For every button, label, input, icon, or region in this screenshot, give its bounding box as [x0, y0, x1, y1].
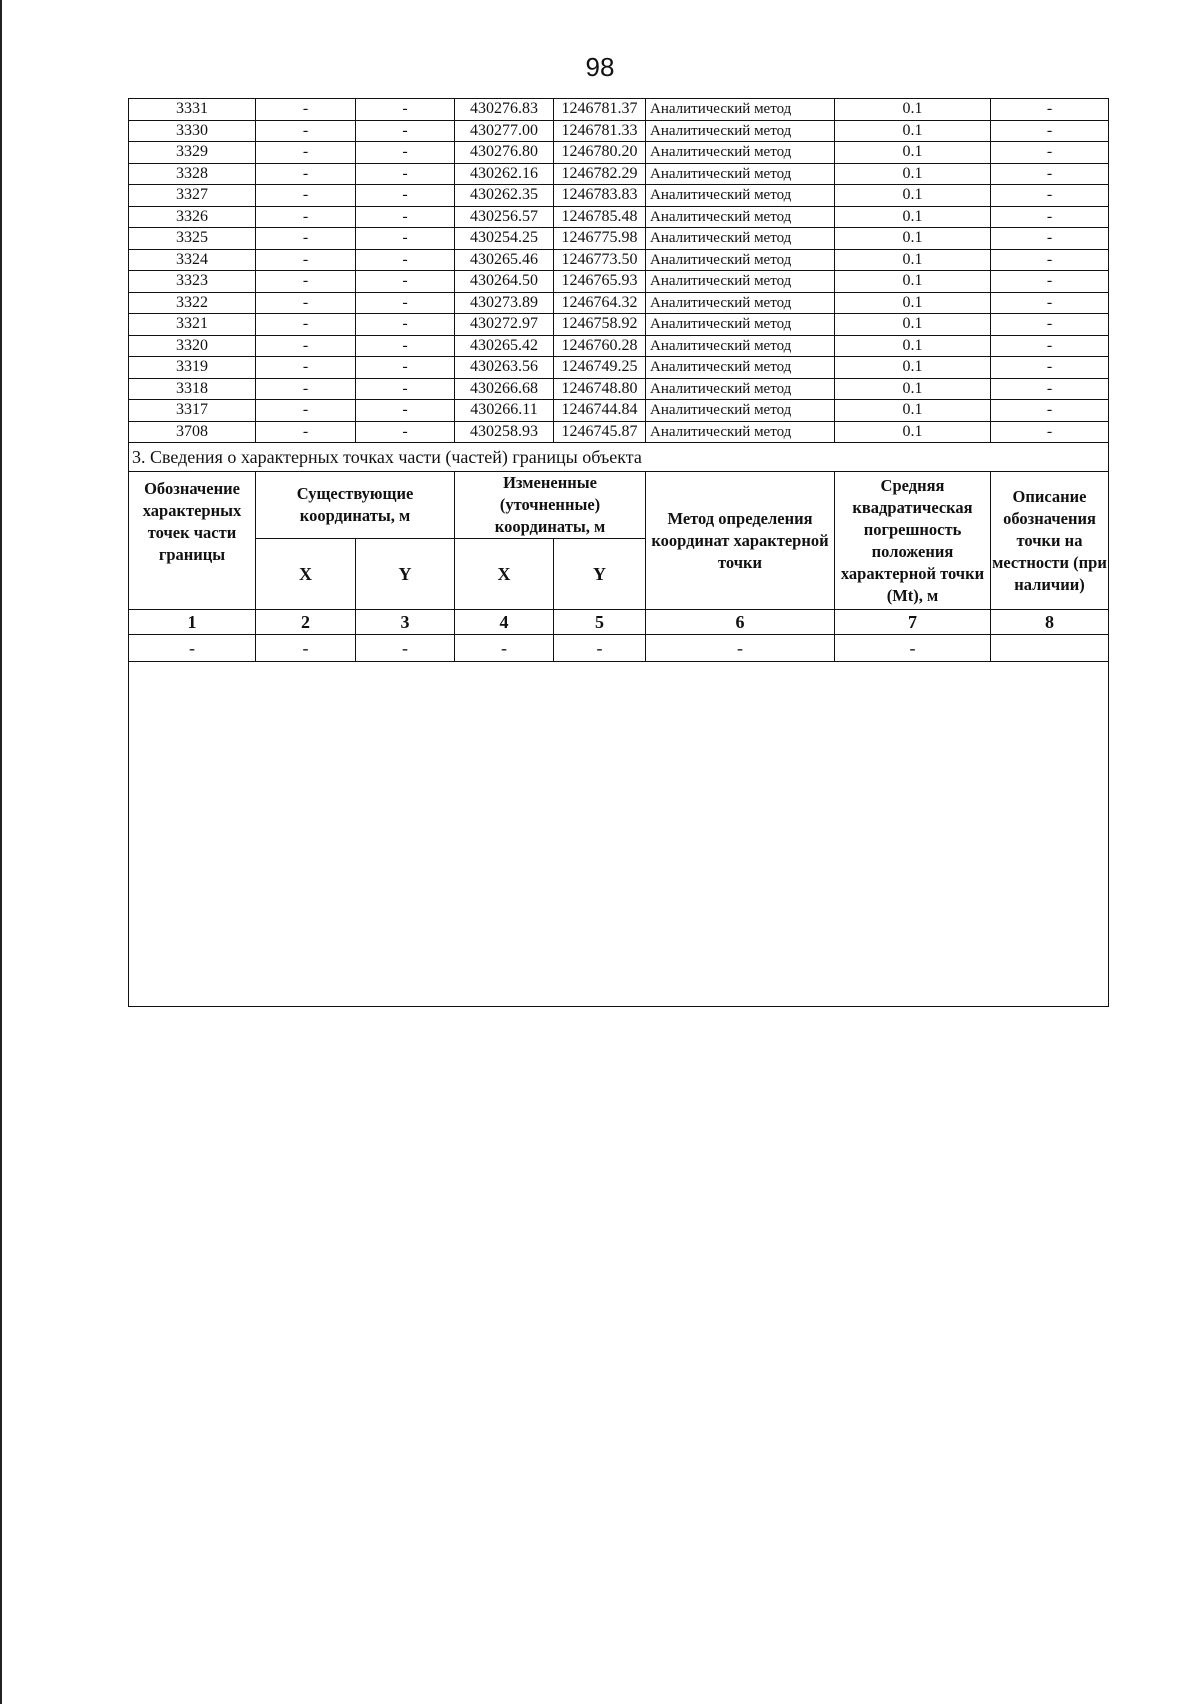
coordinates-table — [128, 98, 1109, 1007]
cell-x: 430276.80 — [455, 142, 554, 164]
column-numbers-row — [129, 610, 1109, 635]
cell-mt: 0.1 — [835, 206, 991, 228]
cell-id: 3326 — [129, 206, 256, 228]
column-number: 1 — [129, 610, 256, 635]
cell-method: Аналитический метод — [646, 378, 835, 400]
cell-y: 1246780.20 — [554, 142, 646, 164]
cell-y: 1246748.80 — [554, 378, 646, 400]
column-number: 2 — [256, 610, 356, 635]
column-number: 8 — [991, 610, 1109, 635]
cell-x: 430262.35 — [455, 185, 554, 207]
cell-desc: - — [991, 314, 1109, 336]
cell-mt: 0.1 — [835, 378, 991, 400]
cell-desc: - — [991, 335, 1109, 357]
cell-ex-x: - — [256, 142, 356, 164]
cell-mt: 0.1 — [835, 163, 991, 185]
cell-mt: 0.1 — [835, 421, 991, 443]
table-cell: - — [646, 635, 835, 662]
cell-x: 430266.68 — [455, 378, 554, 400]
cell-y: 1246744.84 — [554, 400, 646, 422]
header-changed-coordinates: Измененные (уточненные) координаты, м — [455, 472, 646, 539]
cell-desc: - — [991, 185, 1109, 207]
header-changed-y: Y — [554, 539, 646, 610]
cell-desc: - — [991, 99, 1109, 121]
cell-y: 1246764.32 — [554, 292, 646, 314]
cell-mt: 0.1 — [835, 292, 991, 314]
page-number: 98 — [585, 52, 615, 82]
cell-ex-y: - — [356, 228, 455, 250]
cell-y: 1246775.98 — [554, 228, 646, 250]
cell-y: 1246782.29 — [554, 163, 646, 185]
cell-ex-y: - — [356, 271, 455, 293]
cell-ex-x: - — [256, 357, 356, 379]
point-rows — [129, 99, 1109, 443]
table-row — [129, 400, 1109, 422]
cell-ex-x: - — [256, 421, 356, 443]
cell-x: 430262.16 — [455, 163, 554, 185]
table-row — [129, 378, 1109, 400]
cell-x: 430266.11 — [455, 400, 554, 422]
header-designation: Обозначение характерных точек части границы — [129, 472, 256, 610]
cell-method: Аналитический метод — [646, 142, 835, 164]
cell-y: 1246745.87 — [554, 421, 646, 443]
cell-id: 3322 — [129, 292, 256, 314]
cell-x: 430258.93 — [455, 421, 554, 443]
column-number: 7 — [835, 610, 991, 635]
table-row — [129, 228, 1109, 250]
cell-desc: - — [991, 378, 1109, 400]
table-cell: - — [356, 635, 455, 662]
section-3 — [129, 443, 1109, 1007]
header-existing-y: Y — [356, 539, 455, 610]
table-row — [129, 163, 1109, 185]
cell-x: 430265.42 — [455, 335, 554, 357]
cell-ex-y: - — [356, 421, 455, 443]
cell-mt: 0.1 — [835, 142, 991, 164]
cell-method: Аналитический метод — [646, 163, 835, 185]
cell-id: 3323 — [129, 271, 256, 293]
header-existing-x: X — [256, 539, 356, 610]
cell-mt: 0.1 — [835, 120, 991, 142]
cell-ex-x: - — [256, 249, 356, 271]
cell-y: 1246783.83 — [554, 185, 646, 207]
cell-ex-x: - — [256, 99, 356, 121]
empty-area — [129, 662, 1109, 1007]
cell-x: 430264.50 — [455, 271, 554, 293]
table-row — [129, 357, 1109, 379]
cell-method: Аналитический метод — [646, 228, 835, 250]
header-existing-coordinates: Существующие координаты, м — [256, 472, 455, 539]
cell-id: 3317 — [129, 400, 256, 422]
cell-y: 1246781.33 — [554, 120, 646, 142]
cell-y: 1246785.48 — [554, 206, 646, 228]
cell-mt: 0.1 — [835, 228, 991, 250]
cell-ex-x: - — [256, 400, 356, 422]
cell-ex-y: - — [356, 249, 455, 271]
column-number: 6 — [646, 610, 835, 635]
table-cell: - — [256, 635, 356, 662]
cell-x: 430277.00 — [455, 120, 554, 142]
table-cell: - — [129, 635, 256, 662]
cell-ex-x: - — [256, 228, 356, 250]
cell-id: 3327 — [129, 185, 256, 207]
cell-ex-y: - — [356, 292, 455, 314]
cell-desc: - — [991, 357, 1109, 379]
header-changed-x: X — [455, 539, 554, 610]
table-row — [129, 185, 1109, 207]
cell-desc: - — [991, 142, 1109, 164]
section-3-data-row — [129, 635, 1109, 662]
cell-method: Аналитический метод — [646, 335, 835, 357]
cell-y: 1246749.25 — [554, 357, 646, 379]
cell-ex-y: - — [356, 142, 455, 164]
cell-id: 3321 — [129, 314, 256, 336]
cell-ex-y: - — [356, 314, 455, 336]
cell-ex-y: - — [356, 206, 455, 228]
cell-x: 430276.83 — [455, 99, 554, 121]
cell-desc: - — [991, 249, 1109, 271]
cell-method: Аналитический метод — [646, 271, 835, 293]
section-3-title: 3. Сведения о характерных точках части (частей) границы объекта — [129, 443, 1109, 472]
cell-ex-x: - — [256, 120, 356, 142]
cell-id: 3330 — [129, 120, 256, 142]
cell-desc: - — [991, 271, 1109, 293]
cell-id: 3331 — [129, 99, 256, 121]
cell-mt: 0.1 — [835, 400, 991, 422]
cell-y: 1246760.28 — [554, 335, 646, 357]
cell-x: 430272.97 — [455, 314, 554, 336]
table-cell: - — [554, 635, 646, 662]
cell-ex-x: - — [256, 163, 356, 185]
cell-method: Аналитический метод — [646, 249, 835, 271]
cell-id: 3328 — [129, 163, 256, 185]
cell-ex-y: - — [356, 120, 455, 142]
cell-method: Аналитический метод — [646, 292, 835, 314]
cell-desc: - — [991, 206, 1109, 228]
page-left-edge — [0, 0, 2, 1704]
cell-ex-y: - — [356, 335, 455, 357]
table-cell — [991, 635, 1109, 662]
cell-desc: - — [991, 228, 1109, 250]
cell-desc: - — [991, 120, 1109, 142]
cell-desc: - — [991, 400, 1109, 422]
cell-ex-x: - — [256, 206, 356, 228]
table-row — [129, 99, 1109, 121]
header-method: Метод определения координат характерной точки — [646, 472, 835, 610]
cell-method: Аналитический метод — [646, 185, 835, 207]
table-row — [129, 206, 1109, 228]
cell-method: Аналитический метод — [646, 314, 835, 336]
cell-y: 1246781.37 — [554, 99, 646, 121]
table-row — [129, 120, 1109, 142]
cell-ex-y: - — [356, 185, 455, 207]
cell-ex-y: - — [356, 400, 455, 422]
cell-x: 430256.57 — [455, 206, 554, 228]
cell-ex-y: - — [356, 163, 455, 185]
table-row — [129, 314, 1109, 336]
cell-ex-x: - — [256, 378, 356, 400]
table-row — [129, 142, 1109, 164]
table-cell: - — [835, 635, 991, 662]
cell-x: 430265.46 — [455, 249, 554, 271]
table-cell: - — [455, 635, 554, 662]
header-mt: Средняя квадратическая погрешность положения характерной точки (Mt), м — [835, 472, 991, 610]
cell-ex-y: - — [356, 99, 455, 121]
cell-y: 1246758.92 — [554, 314, 646, 336]
cell-method: Аналитический метод — [646, 206, 835, 228]
cell-ex-x: - — [256, 185, 356, 207]
column-number: 3 — [356, 610, 455, 635]
cell-mt: 0.1 — [835, 99, 991, 121]
cell-ex-y: - — [356, 357, 455, 379]
cell-method: Аналитический метод — [646, 421, 835, 443]
header-description: Описание обозначения точки на местности (при наличии) — [991, 472, 1109, 610]
cell-y: 1246773.50 — [554, 249, 646, 271]
cell-method: Аналитический метод — [646, 99, 835, 121]
cell-x: 430273.89 — [455, 292, 554, 314]
cell-ex-x: - — [256, 292, 356, 314]
cell-method: Аналитический метод — [646, 120, 835, 142]
cell-mt: 0.1 — [835, 314, 991, 336]
cell-desc: - — [991, 421, 1109, 443]
cell-mt: 0.1 — [835, 357, 991, 379]
cell-id: 3708 — [129, 421, 256, 443]
table-row — [129, 292, 1109, 314]
cell-ex-x: - — [256, 271, 356, 293]
cell-ex-y: - — [356, 378, 455, 400]
table-row — [129, 421, 1109, 443]
cell-id: 3329 — [129, 142, 256, 164]
cell-id: 3320 — [129, 335, 256, 357]
cell-id: 3319 — [129, 357, 256, 379]
cell-desc: - — [991, 163, 1109, 185]
cell-x: 430263.56 — [455, 357, 554, 379]
table-row — [129, 271, 1109, 293]
cell-x: 430254.25 — [455, 228, 554, 250]
cell-mt: 0.1 — [835, 185, 991, 207]
cell-mt: 0.1 — [835, 271, 991, 293]
cell-y: 1246765.93 — [554, 271, 646, 293]
column-number: 5 — [554, 610, 646, 635]
cell-method: Аналитический метод — [646, 357, 835, 379]
table-row — [129, 249, 1109, 271]
cell-mt: 0.1 — [835, 249, 991, 271]
cell-ex-x: - — [256, 335, 356, 357]
table-row — [129, 335, 1109, 357]
cell-method: Аналитический метод — [646, 400, 835, 422]
cell-ex-x: - — [256, 314, 356, 336]
cell-id: 3325 — [129, 228, 256, 250]
column-number: 4 — [455, 610, 554, 635]
cell-mt: 0.1 — [835, 335, 991, 357]
cell-id: 3324 — [129, 249, 256, 271]
cell-desc: - — [991, 292, 1109, 314]
cell-id: 3318 — [129, 378, 256, 400]
